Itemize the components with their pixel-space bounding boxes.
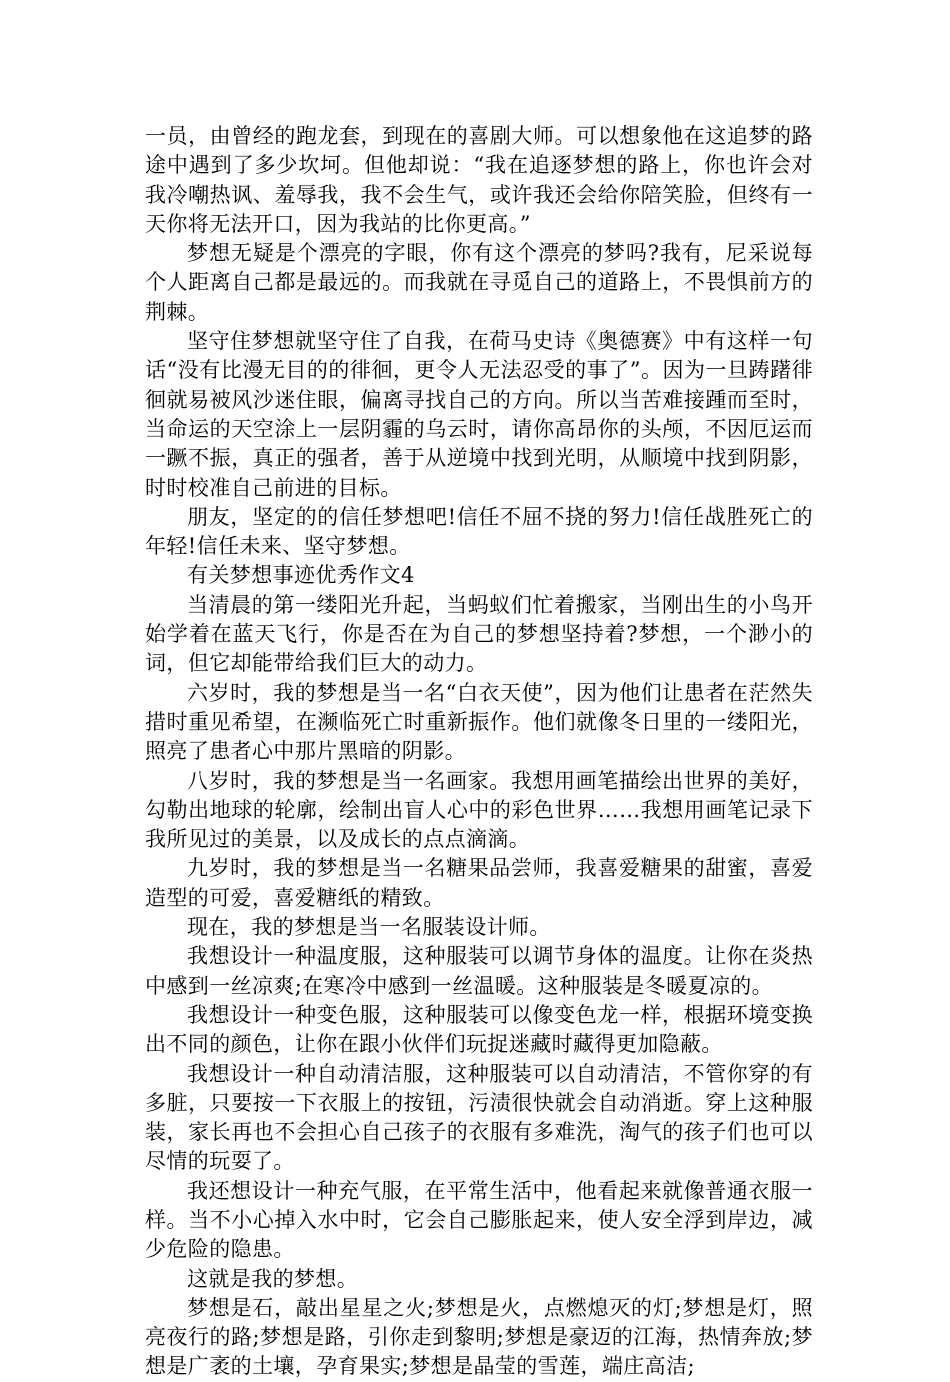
paragraph: 我想设计一种变色服，这种服装可以像变色龙一样，根据环境变换出不同的颜色，让你在跟小伙伴们玩捉迷藏时藏得更加隐蔽。 <box>145 1002 813 1057</box>
document-body <box>145 122 813 1382</box>
paragraph: 八岁时，我的梦想是当一名画家。我想用画笔描绘出世界的美好，勾勒出地球的轮廓，绘制出盲人心中的彩色世界……我想用画笔记录下我所见过的美景，以及成长的点点滴滴。 <box>145 768 813 852</box>
paragraph: 朋友，坚定的的信任梦想吧!信任不屈不挠的努力!信任战胜死亡的年轻!信任未来、坚守梦想。 <box>145 504 813 559</box>
paragraph: 我想设计一种自动清洁服，这种服装可以自动清洁，不管你穿的有多脏，只要按一下衣服上的按钮，污渍很快就会自动消逝。穿上这种服装，家长再也不会担心自己孩子的衣服有多难洗，淘气的孩子们也可以尽情的玩耍了。 <box>145 1061 813 1174</box>
paragraph: 我想设计一种温度服，这种服装可以调节身体的温度。让你在炎热中感到一丝凉爽;在寒冷中感到一丝温暖。这种服装是冬暖夏凉的。 <box>145 944 813 998</box>
paragraph: 一员，由曾经的跑龙套，到现在的喜剧大师。可以想象他在这追梦的路途中遇到了多少坎坷。但他却说：“我在追逐梦想的路上，你也许会对我冷嘲热讽、羞辱我，我不会生气，或许我还会给你陪笑脸，但终有一天你将无法开口，因为我站的比你更高。” <box>145 124 813 236</box>
paragraph: 当清晨的第一缕阳光升起，当蚂蚁们忙着搬家，当刚出生的小鸟开始学着在蓝天飞行，你是否在为自己的梦想坚持着?梦想，一个渺小的词，但它却能带给我们巨大的动力。 <box>145 592 813 676</box>
paragraph: 梦想无疑是个漂亮的字眼，你有这个漂亮的梦吗?我有，尼采说每个人距离自己都是最远的。而我就在寻觅自己的道路上，不畏惧前方的荆棘。 <box>145 241 813 324</box>
paragraph: 我还想设计一种充气服，在平常生活中，他看起来就像普通衣服一样。当不小心掉入水中时，它会自己膨胀起来，使人安全浮到岸边，减少危险的隐患。 <box>145 1178 813 1262</box>
paragraph: 六岁时，我的梦想是当一名“白衣天使”，因为他们让患者在茫然失措时重见希望，在濒临死亡时重新振作。他们就像冬日里的一缕阳光，照亮了患者心中那片黑暗的阴影。 <box>145 680 813 764</box>
paragraph: 现在，我的梦想是当一名服装设计师。 <box>187 915 551 940</box>
paragraph: 坚守住梦想就坚守住了自我，在荷马史诗《奥德赛》中有这样一句话“没有比漫无目的的徘徊，更令人无法忍受的事了”。因为一旦踌躇徘徊就易被风沙迷住眼，偏离寻找自己的方向。所以当苦难接踵而至时，当命运的天空涂上一层阴霾的乌云时，请你高昂你的头颅，不因厄运而一蹶不振，真正的强者，善于从逆境中找到光明，从顺境中找到阴影，时时校准自己前进的目标。 <box>145 329 813 500</box>
paragraph: 梦想是石，敲出星星之火;梦想是火，点燃熄灭的灯;梦想是灯，照亮夜行的路;梦想是路，引你走到黎明;梦想是豪迈的江海，热情奔放;梦想是广袤的土壤，孕育果实;梦想是晶莹的雪莲，端庄高洁; <box>145 1295 813 1379</box>
paragraph: 这就是我的梦想。 <box>187 1266 359 1291</box>
paragraph: 九岁时，我的梦想是当一名糖果品尝师，我喜爱糖果的甜蜜，喜爱造型的可爱，喜爱糖纸的精致。 <box>145 856 813 910</box>
section-heading: 有关梦想事迹优秀作文4 <box>187 563 415 588</box>
